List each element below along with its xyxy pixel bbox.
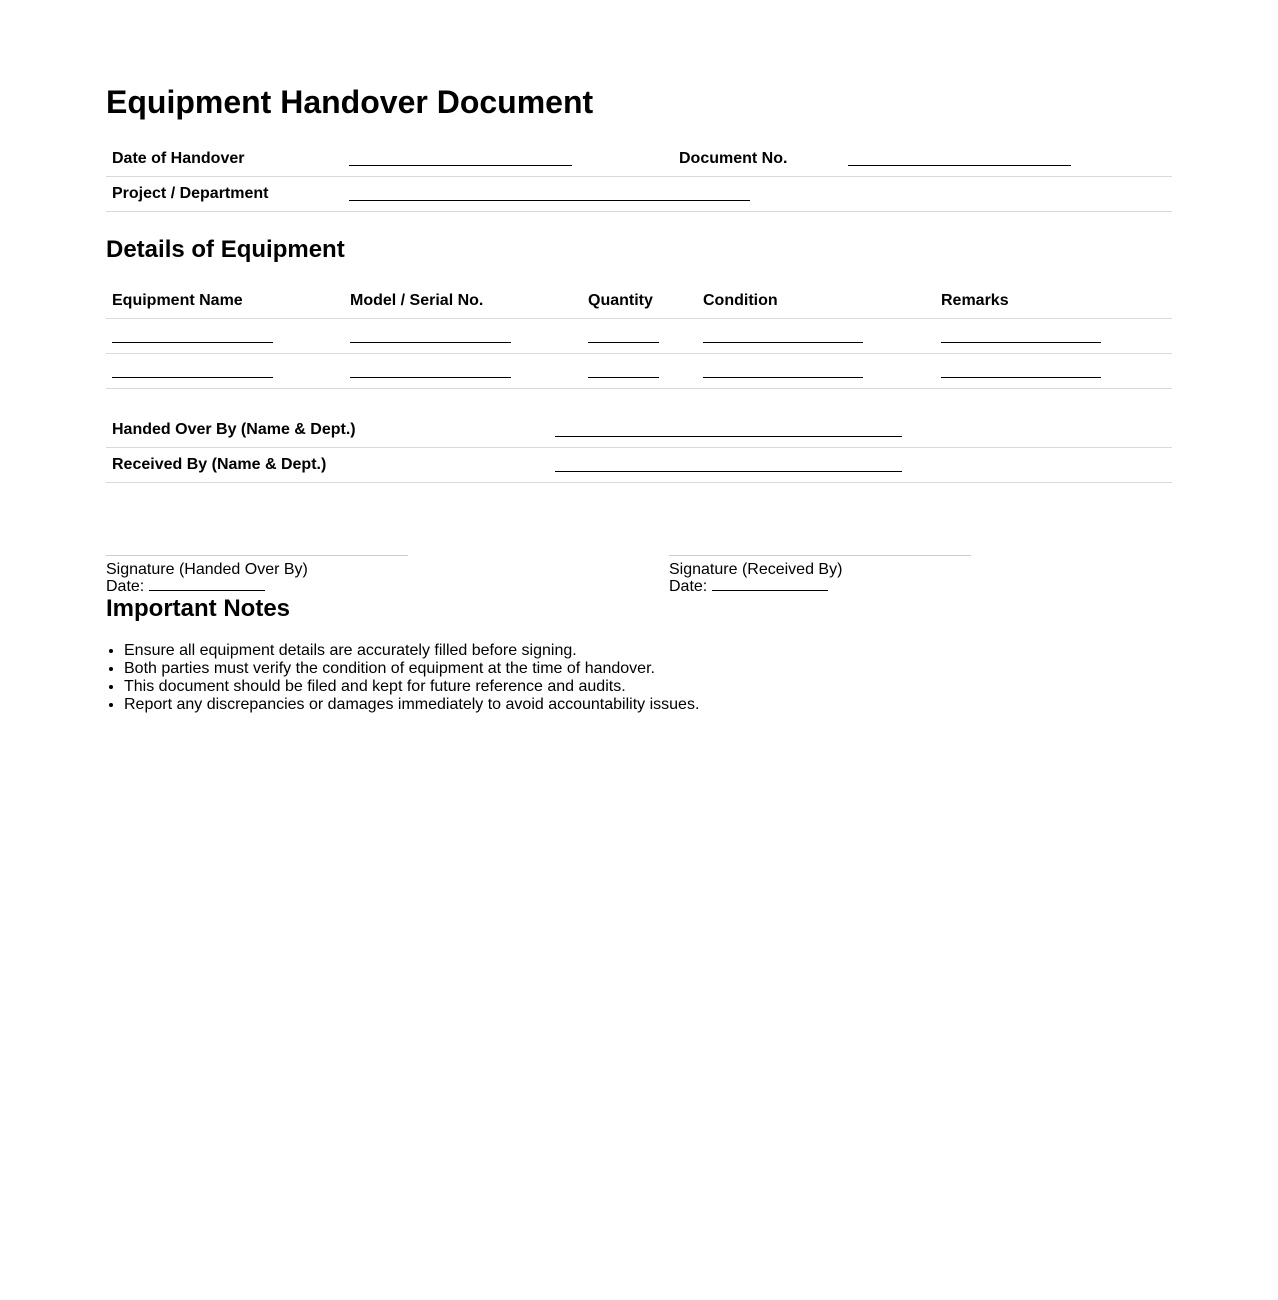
quantity-field[interactable] xyxy=(588,342,659,343)
signature-received-caption: Signature (Received By) xyxy=(669,561,843,578)
equipment-name-field[interactable] xyxy=(112,342,273,343)
details-section-title: Details of Equipment xyxy=(106,236,345,263)
document-no-field[interactable] xyxy=(848,165,1071,166)
project-department-label: Project / Department xyxy=(112,185,269,202)
signature-received-date xyxy=(669,578,971,595)
equipment-table-header xyxy=(106,283,1172,319)
note-item: • Both parties must verify the condition of equipment at the time of handover. xyxy=(124,660,699,678)
condition-field[interactable] xyxy=(703,342,863,343)
column-header-remarks: Remarks xyxy=(941,292,1009,309)
signature-handed-over-date xyxy=(106,578,408,595)
date-of-handover-field[interactable] xyxy=(349,165,572,166)
note-item: • Ensure all equipment details are accurately filled before signing. xyxy=(124,642,699,660)
note-item: • Report any discrepancies or damages immediately to avoid accountability issues. xyxy=(124,696,699,714)
signature-handed-over-caption: Signature (Handed Over By) xyxy=(106,561,308,578)
column-header-equipment-name: Equipment Name xyxy=(112,292,243,309)
remarks-field[interactable] xyxy=(941,377,1101,378)
model-serial-field[interactable] xyxy=(350,377,511,378)
handed-over-by-label: Handed Over By (Name & Dept.) xyxy=(112,421,356,438)
note-item: • This document should be filed and kept for future reference and audits. xyxy=(124,678,699,696)
received-by-label: Received By (Name & Dept.) xyxy=(112,456,327,473)
signature-received-date-field[interactable] xyxy=(712,578,828,591)
column-header-model-serial: Model / Serial No. xyxy=(350,292,484,309)
header-row-date xyxy=(106,141,1172,177)
signature-date-label: Date: xyxy=(106,578,145,595)
condition-field[interactable] xyxy=(703,377,863,378)
signature-handed-over-line[interactable] xyxy=(106,555,408,556)
project-department-field[interactable] xyxy=(349,200,750,201)
remarks-field[interactable] xyxy=(941,342,1101,343)
received-by-row xyxy=(106,447,1172,483)
equipment-table-row xyxy=(106,318,1172,354)
signature-handed-over-date-field[interactable] xyxy=(149,578,265,591)
signature-date-label: Date: xyxy=(669,578,708,595)
document-title: Equipment Handover Document xyxy=(106,84,594,120)
quantity-field[interactable] xyxy=(588,377,659,378)
date-of-handover-label: Date of Handover xyxy=(112,150,245,167)
equipment-table-row xyxy=(106,353,1172,389)
signature-handed-over-block xyxy=(106,555,408,595)
signature-received-line[interactable] xyxy=(669,555,971,556)
equipment-name-field[interactable] xyxy=(112,377,273,378)
received-by-field[interactable] xyxy=(555,471,902,472)
header-row-project xyxy=(106,176,1172,212)
handed-over-by-field[interactable] xyxy=(555,436,902,437)
notes-section-title: Important Notes xyxy=(106,595,291,622)
handed-over-row xyxy=(106,412,1172,448)
signature-received-block xyxy=(669,555,971,595)
column-header-condition: Condition xyxy=(703,292,778,309)
notes-list xyxy=(106,642,699,714)
column-header-quantity: Quantity xyxy=(588,292,653,309)
document-no-label: Document No. xyxy=(679,150,788,167)
model-serial-field[interactable] xyxy=(350,342,511,343)
